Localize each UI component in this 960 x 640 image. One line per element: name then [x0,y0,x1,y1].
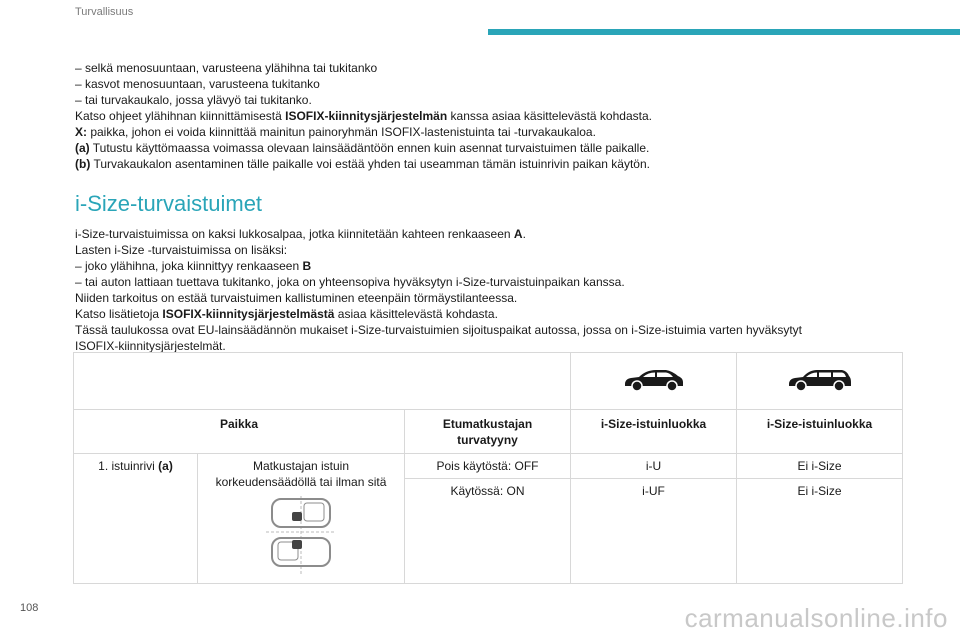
seat-description: Matkustajan istuin korkeudensäädöllä tai ilman sitä [215,459,387,489]
note-key: (b) [75,157,91,171]
isize-class: i-U [571,454,737,479]
col-header: Paikka [74,410,405,454]
car-cell [571,353,737,410]
paragraph-line: ISOFIX-kiinnitysjärjestelmät. [75,339,226,353]
col-header: i-Size-istuinluokka [737,410,903,454]
note-text: Turvakaukalon asentaminen tälle paikalle voi estää yhden tai useamman tämän istuinrivin paikan käytön. [90,157,650,171]
text: 1. istuinrivi [98,459,159,473]
note-text: paikka, johon ei voida kiinnittää mainitun painoryhmän ISOFIX-lastenistuinta tai -turvakaukaloa. [87,125,596,139]
col-header: Etumatkustajan turvatyyny [405,410,571,454]
paragraph-line: Niiden tarkoitus on estää turvaistuimen kallistuminen eteenpäin törmäystilanteessa. [75,291,518,305]
table-icon-row [74,353,903,410]
row-label [74,454,198,584]
bullet-line: – tai turvakaukalo, jossa ylävyö tai tukitanko. [75,93,312,107]
note-ref: (a) [158,459,173,473]
car-estate-icon [786,365,854,393]
section-accent-bar [488,29,960,35]
text: kanssa asiaa käsittelevästä kohdasta. [447,109,652,123]
isofix-reference [75,108,905,124]
note-b [75,156,905,172]
isofix-link[interactable]: ISOFIX-kiinnitysjärjestelmästä [162,307,335,321]
empty-cell [74,353,571,410]
isize-class: i-UF [571,479,737,584]
table-row [74,454,903,479]
car-cell [737,353,903,410]
text: Katso ohjeet ylähihnan kiinnittämisestä [75,109,286,123]
airbag-status: Käytössä: ON [405,479,571,584]
note-x [75,124,905,140]
note-a [75,140,905,156]
row-description [198,454,405,584]
paragraph-line: Tässä taulukossa ovat EU-lainsäädännön mukaiset i-Size-turvaistuimien sijoituspaikat autossa, jossa on i-Size-istuimia varten hyväksytyt [75,323,802,337]
paragraph-line [75,258,905,274]
text: i-Size-turvaistuimissa on kaksi lukkosalpaa, jotka kiinnitetään kahteen renkaaseen [75,227,514,241]
bullet-line: – selkä menosuuntaan, varusteena ylähihna tai tukitanko [75,61,378,75]
paragraph-line: – tai auton lattiaan tuettava tukitanko, joka on yhteensopiva hyväksytyn i-Size-turvaistuinpaikan kanssa. [75,275,625,289]
isize-class: Ei i-Size [737,479,903,584]
col-header: i-Size-istuinluokka [571,410,737,454]
isize-class: Ei i-Size [737,454,903,479]
text: . [522,227,526,241]
airbag-status: Pois käytöstä: OFF [405,454,571,479]
bullet-line: – kasvot menosuuntaan, varusteena tukitanko [75,77,320,91]
seat-position-diagram-icon [266,496,336,574]
paragraph-line [75,306,905,322]
paragraph-line [75,226,905,242]
paragraph-line: Lasten i-Size -turvaistuimissa on lisäksi: [75,243,288,257]
text: asiaa käsittelevästä kohdasta. [334,307,498,321]
ring-a-label: A [513,227,523,241]
text: Katso lisätietoja [75,307,163,321]
table-header-row [74,410,903,454]
isofix-link[interactable]: ISOFIX-kiinnitysjärjestelmän [285,109,448,123]
note-text: Tutustu käyttömaassa voimassa olevaan lainsäädäntöön ennen kuin asennat turvaistuimen tälle paikalle. [89,141,650,155]
watermark: carmanualsonline.info [684,603,948,633]
page-content [75,60,905,354]
text: – joko ylähihna, joka kiinnittyy renkaaseen [75,259,303,273]
note-key: X: [75,125,87,139]
ring-b-label: B [302,259,312,273]
page-number: 108 [20,602,39,614]
note-key: (a) [75,141,90,155]
car-hatchback-icon [622,365,686,393]
section-heading: i-Size-turvaistuimet [75,191,263,216]
isize-seat-table [73,352,903,584]
section-label: Turvallisuus [75,6,134,18]
